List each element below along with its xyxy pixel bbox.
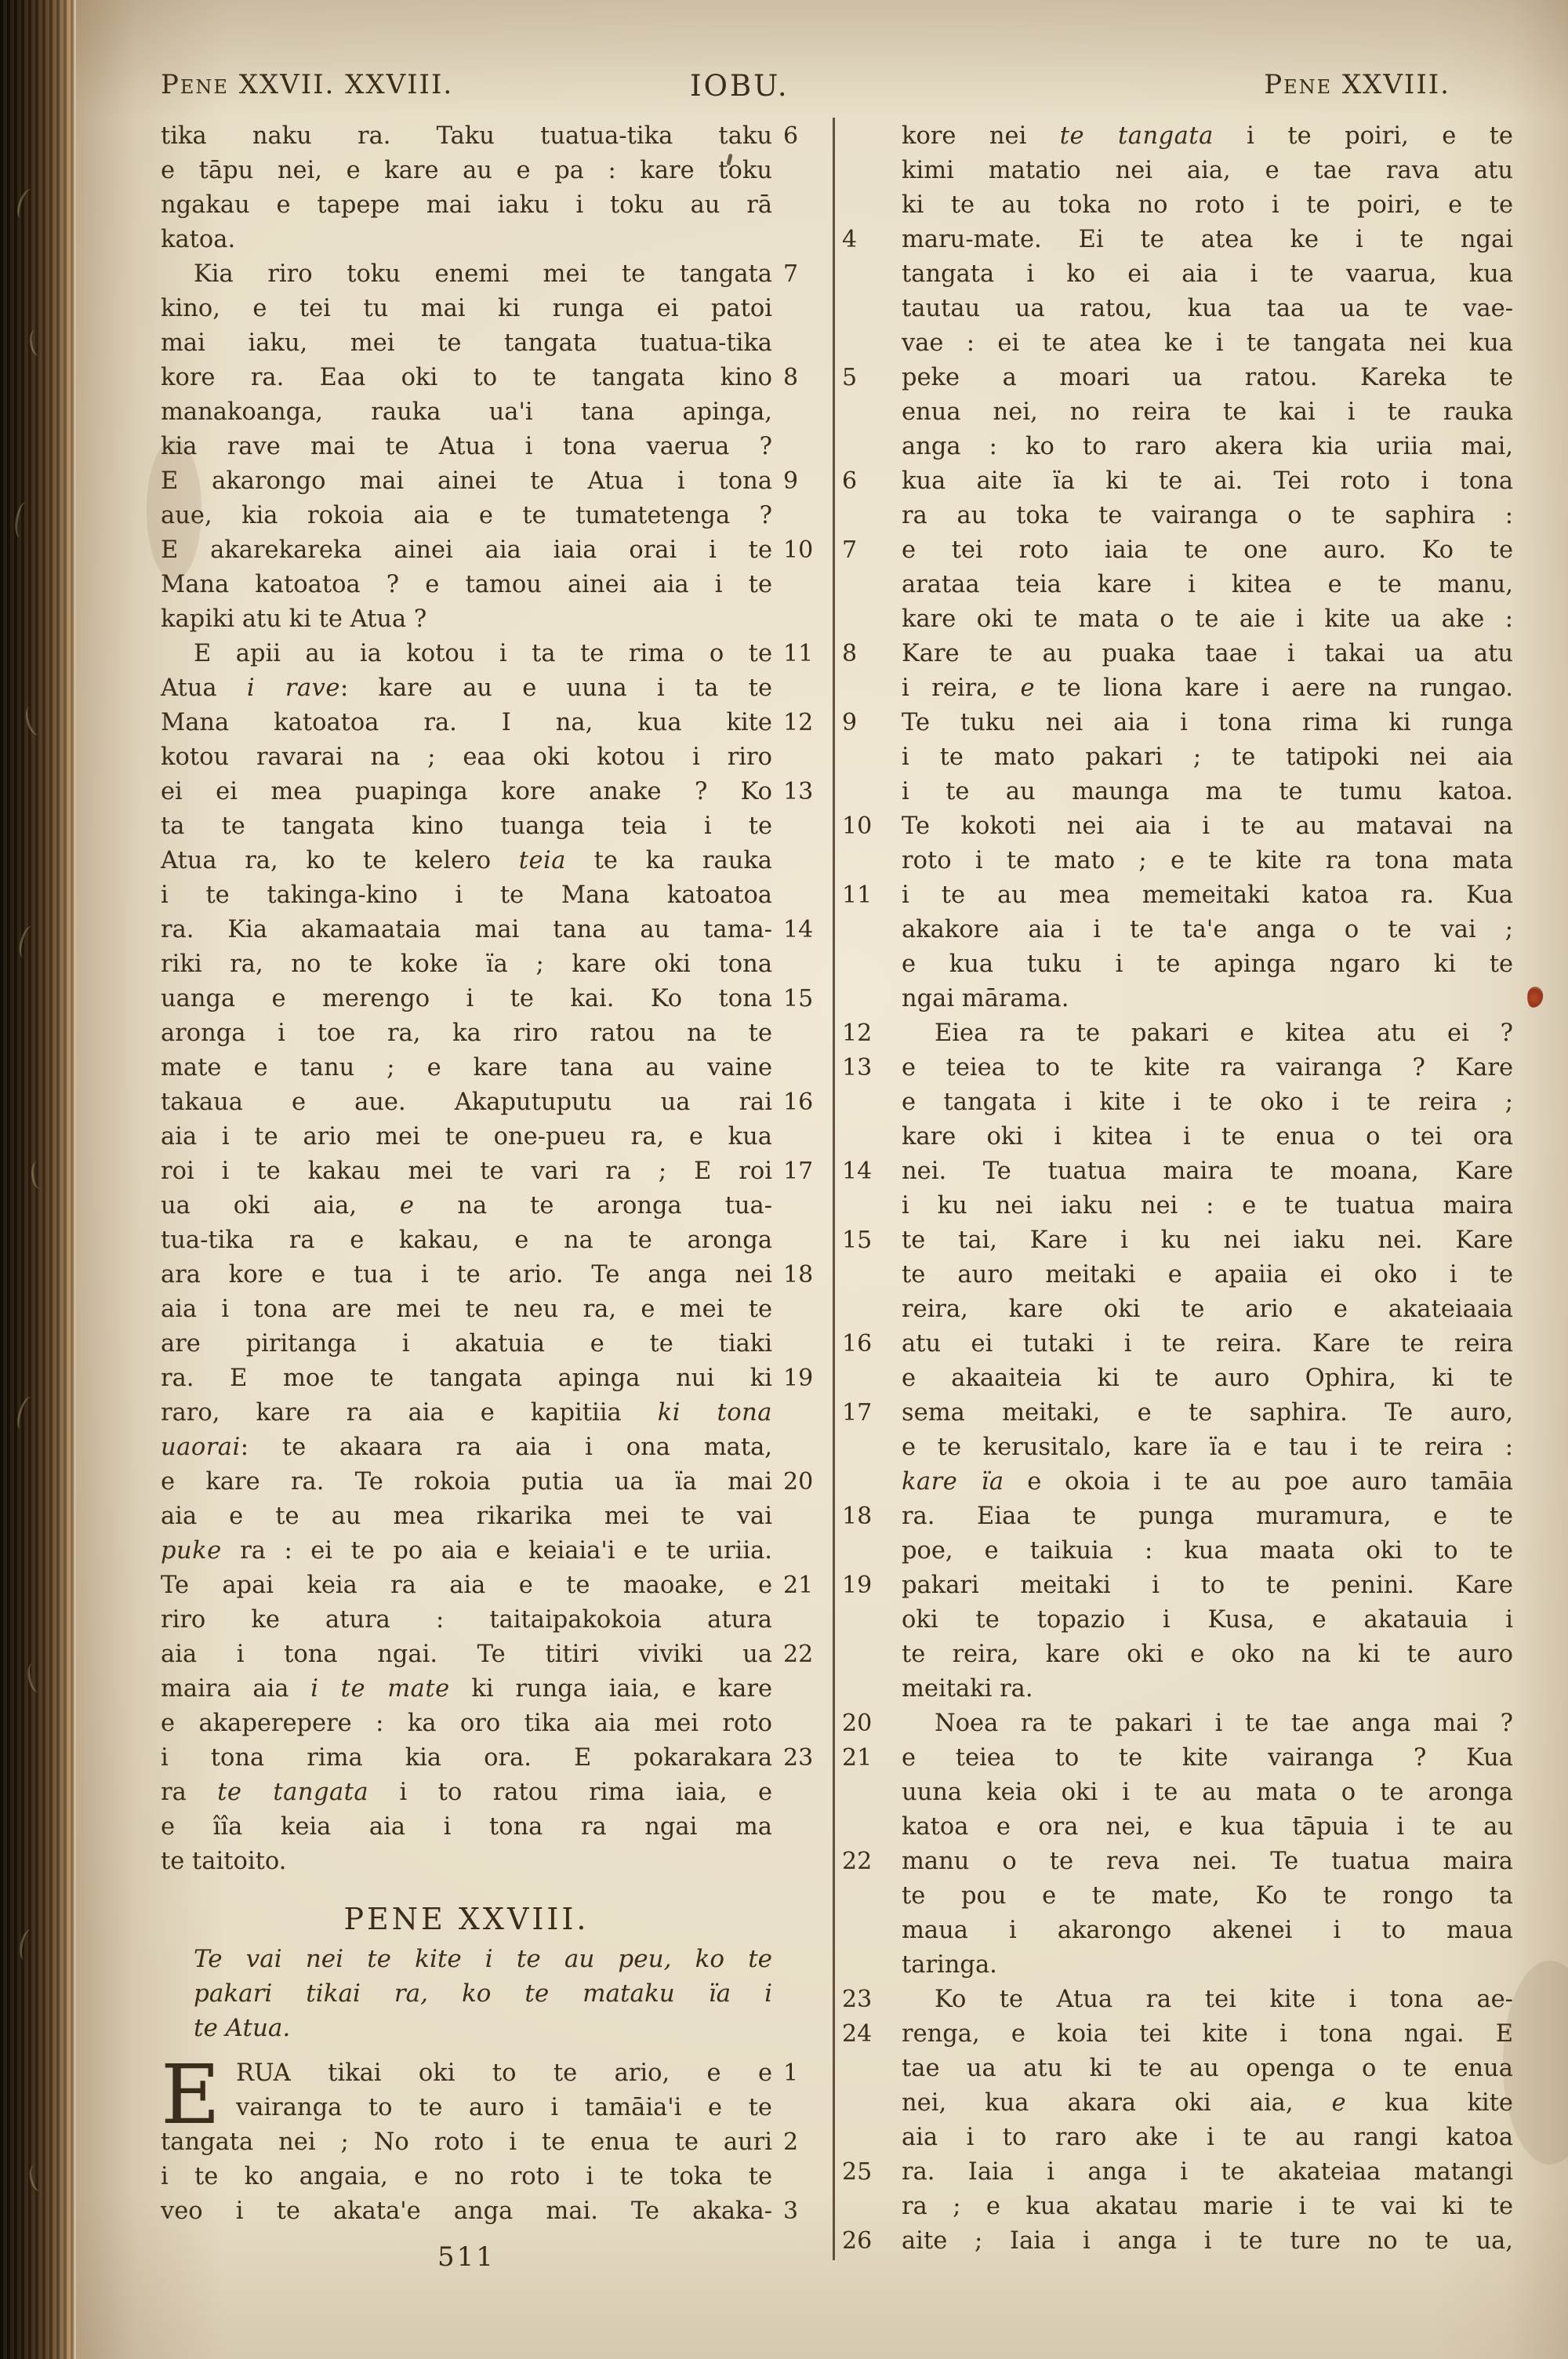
text-line: e tangata i kite i te oko i te reira ; — [902, 1089, 1513, 1116]
text-line: te tai, Kare i ku nei iaku nei. Kare 15 — [902, 1223, 1513, 1258]
verse-number: 4 — [842, 226, 858, 253]
text-line: aia e te au mea rikarika mei te vai — [161, 1503, 772, 1530]
text-line: Kia riro toku enemi mei te tangata 7 — [161, 257, 772, 292]
text-line: kino, e tei tu mai ki runga ei patoi — [161, 295, 772, 322]
text-line: atu ei tutaki i te reira. Kare te reira 16 — [902, 1327, 1513, 1361]
text-line: pakari tikai ra, ko te mataku ïa i — [194, 1979, 772, 2008]
text-line: ra. Kia akamaataia mai tana au tama- 14 — [161, 913, 772, 947]
verse-number: 19 — [783, 1365, 814, 1392]
text-line: kore ra. Eaa oki to te tangata kino 8 — [161, 361, 772, 395]
text-line: aia i te ario mei te one-pueu ra, e kua — [161, 1123, 772, 1150]
text-line: te taitoito. — [161, 1848, 287, 1875]
fore-edge-mark — [14, 1394, 38, 1432]
text-line: akakore aia i te ta'e anga o te vai ; — [902, 916, 1513, 943]
text-line: kapiki atu ki te Atua ? — [161, 605, 427, 633]
text-line: puke ra : ei te po aia e keiaia'i e te uriia. — [161, 1537, 772, 1565]
text-line: Eiea ra te pakari e kitea atu ei ? 12 — [902, 1016, 1513, 1051]
text-line: i te au maunga ma te tumu katoa. — [902, 778, 1513, 805]
text-line: vairanga to te auro i tamāia'i e te — [236, 2094, 772, 2121]
text-line: Kare te au puaka taae i takai ua atu 8 — [902, 637, 1513, 671]
text-line: poe, e taikuia : kua maata oki to te — [902, 1537, 1513, 1565]
text-line: e akaperepere : ka oro tika aia mei roto — [161, 1710, 772, 1737]
text-line: Te vai nei te kite i te au peu, ko te — [194, 1945, 772, 1973]
verse-number: 11 — [783, 640, 814, 667]
left-column-verse-text — [161, 119, 814, 1879]
text-line: tautau ua ratou, kua taa ua te vae- — [902, 295, 1513, 322]
verse-number: 23 — [783, 1744, 814, 1772]
text-line: E akarongo mai ainei te Atua i tona 9 — [161, 464, 772, 499]
text-line: Te tuku nei aia i tona rima ki runga 9 — [902, 706, 1513, 740]
text-line: aue, kia rokoia aia e te tumatetenga ? — [161, 502, 772, 529]
verse-number: 20 — [842, 1710, 873, 1737]
text-line: ra ; e kua akatau marie i te vai ki te — [902, 2193, 1513, 2220]
text-line: veo i te akata'e anga mai. Te akaka- 3 — [161, 2194, 772, 2229]
verse-number: 18 — [783, 1261, 814, 1289]
running-head-title: IOBU. — [690, 69, 789, 103]
text-line: kimi matatio nei aia, e tae rava atu — [902, 157, 1513, 184]
text-line: te auro meitaki e apaiia ei oko i te — [902, 1261, 1513, 1289]
text-line: Te kokoti nei aia i te au matavai na 10 — [902, 809, 1513, 844]
fore-edge-mark — [13, 501, 33, 539]
text-line: Noea ra te pakari i te tae anga mai ? 20 — [902, 1707, 1513, 1741]
fore-edge-mark — [16, 924, 39, 959]
text-line: Mana katoatoa ? e tamou ainei aia i te — [161, 571, 772, 598]
verse-number: 11 — [842, 881, 873, 909]
verse-number: 8 — [783, 364, 799, 391]
text-line: Atua ra, ko te kelero teia te ka rauka — [161, 847, 772, 874]
text-line: mate e tanu ; e kare tana au vaine — [161, 1054, 772, 1081]
verse-number: 7 — [842, 536, 858, 564]
text-line: enua nei, no reira te kai i te rauka — [902, 398, 1513, 426]
text-line: RUA tikai oki to te ario, e e 1 — [161, 2056, 772, 2091]
text-line: uanga e merengo i te kai. Ko tona 15 — [161, 982, 772, 1016]
verse-number: 14 — [783, 916, 814, 943]
text-line: tua-tika ra e kakau, e na te aronga — [161, 1227, 772, 1254]
verse-number: 23 — [842, 1986, 873, 2013]
verse-number: 26 — [842, 2227, 873, 2255]
text-line: kua aite ïa ki te ai. Tei roto i tona 6 — [902, 464, 1513, 499]
running-head — [0, 69, 1568, 113]
text-line: raro, kare ra aia e kapitiia ki tona — [161, 1399, 772, 1427]
text-line: ra au toka te vairanga o te saphira : — [902, 502, 1513, 529]
verse-number: 14 — [842, 1158, 873, 1185]
verse-number: 2 — [783, 2128, 799, 2156]
verse-number: 22 — [783, 1641, 814, 1668]
text-line: riro ke atura : taitaipakokoia atura — [161, 1606, 772, 1634]
text-line: e tei roto iaia te one auro. Ko te 7 — [902, 533, 1513, 568]
text-line: ei ei mea puapinga kore anake ? Ko 13 — [161, 775, 772, 809]
verse-number: 21 — [842, 1744, 873, 1772]
text-line: arataa teia kare i kitea e te manu, — [902, 571, 1513, 598]
text-line: kore nei te tangata i te poiri, e te — [902, 122, 1513, 150]
text-line: roi i te kakau mei te vari ra ; E roi 17 — [161, 1154, 772, 1189]
text-line: are piritanga i akatuia e te tiaki — [161, 1330, 772, 1358]
text-line: i tona rima kia ora. E pokarakara 23 — [161, 1741, 772, 1776]
page-number: 511 — [437, 2241, 495, 2273]
chapter-opening-paragraph — [161, 2047, 799, 2229]
fore-edge-mark — [25, 1661, 47, 1693]
text-line: aite ; Iaia i anga i te ture no te ua, 26 — [902, 2224, 1513, 2259]
text-line: maua i akarongo akenei i to maua — [902, 1917, 1513, 1944]
fore-edge-mark — [14, 187, 38, 221]
verse-number: 13 — [783, 778, 814, 805]
text-line: i ku nei iaku nei : e te tuatua maira — [902, 1192, 1513, 1219]
text-line: anga : ko to raro akera kia uriia mai, — [902, 433, 1513, 460]
verse-number: 6 — [783, 122, 799, 150]
text-line: manakoanga, rauka ua'i tana apinga, — [161, 398, 772, 426]
text-line: nei. Te tuatua maira te moana, Kare 14 — [902, 1154, 1513, 1189]
text-line: E akarekareka ainei aia iaia orai i te 10 — [161, 533, 772, 568]
text-line: Mana katoatoa ra. I na, kua kite 12 — [161, 706, 772, 740]
verse-number: 1 — [783, 2059, 799, 2087]
text-line: katoa e ora nei, e kua tāpuia i te au — [902, 1813, 1513, 1841]
text-line: taringa. — [902, 1951, 997, 1979]
text-line: kare oki te mata o te aie i kite ua ake : — [902, 605, 1513, 633]
text-line: tae ua atu ki te au openga o te enua — [902, 2055, 1513, 2082]
verse-number: 12 — [783, 709, 814, 736]
text-line: e te kerusitalo, kare ïa e tau i te reira : — [902, 1434, 1513, 1461]
text-line: renga, e koia tei kite i tona ngai. E 24 — [902, 2017, 1513, 2052]
text-line: manu o te reva nei. Te tuatua maira 22 — [902, 1845, 1513, 1879]
text-line: uuna keia oki i te au mata o te aronga — [902, 1779, 1513, 1806]
text-line: i te ko angaia, e no roto i te toka te — [161, 2163, 772, 2190]
text-line: takaua e aue. Akaputuputu ua rai 16 — [161, 1085, 772, 1120]
running-head-left: Pene XXVII. XXVIII. — [161, 69, 454, 100]
verse-number: 21 — [783, 1572, 814, 1599]
text-line: ki te au toka no roto i te poiri, e te — [902, 191, 1513, 219]
text-line: e teiea to te kite vairanga ? Kua 21 — [902, 1741, 1513, 1776]
text-line: kotou ravarai na ; eaa oki kotou i riro — [161, 743, 772, 771]
verse-number: 9 — [783, 467, 799, 495]
text-line: aia i tona are mei te neu ra, e mei te — [161, 1296, 772, 1323]
text-line: Ko te Atua ra tei kite i tona ae- 23 — [902, 1983, 1513, 2017]
verse-number: 5 — [842, 364, 858, 391]
verse-number: 6 — [842, 467, 858, 495]
drop-cap-letter: E — [161, 2047, 220, 2143]
text-line: kare oki i kitea i te enua o tei ora — [902, 1123, 1513, 1150]
text-line: tika naku ra. Taku tuatua-tika taku 6 — [161, 119, 772, 154]
text-line: te reira, kare oki e oko na ki te auro — [902, 1641, 1513, 1668]
text-line: kare ïa e okoia i te au poe auro tamāia — [902, 1468, 1513, 1496]
text-line: e teiea to te kite ra vairanga ? Kare 13 — [902, 1051, 1513, 1085]
book-binding-edge — [0, 0, 76, 2359]
text-line: i te mato pakari ; te tatipoki nei aia — [902, 743, 1513, 771]
text-line: ngai mārama. — [902, 985, 1069, 1012]
text-line: riki ra, no te koke ïa ; kare oki tona — [161, 951, 772, 978]
left-text-column — [161, 119, 814, 2273]
text-line: Atua i rave: kare au e uuna i ta te — [161, 674, 772, 702]
text-line: ra. Iaia i anga i te akateiaa matangi 25 — [902, 2155, 1513, 2190]
fore-edge-mark — [27, 328, 48, 357]
text-line: oki te topazio i Kusa, e akatauia i — [902, 1606, 1513, 1634]
verse-number: 15 — [842, 1227, 873, 1254]
text-line: e îîa keia aia i tona ra ngai ma — [161, 1813, 772, 1841]
text-line: Te apai keia ra aia e te maoake, e 21 — [161, 1568, 772, 1603]
text-line: i te takinga-kino i te Mana katoatoa — [161, 881, 772, 909]
text-line: maira aia i te mate ki runga iaia, e kare — [161, 1675, 772, 1703]
verse-number: 22 — [842, 1848, 873, 1875]
chapter-heading: PENE XXVIII. — [343, 1902, 590, 1936]
verse-number: 9 — [842, 709, 858, 736]
text-line: kia rave mai te Atua i tona vaerua ? — [161, 433, 772, 460]
verse-number: 12 — [842, 1020, 873, 1047]
verse-number: 20 — [783, 1468, 814, 1496]
text-line: katoa. — [161, 226, 236, 253]
text-line: E apii au ia kotou i ta te rima o te 11 — [161, 637, 772, 671]
verse-number: 10 — [783, 536, 814, 564]
text-line: e kua tuku i te apinga ngaro ki te — [902, 951, 1513, 978]
verse-number: 18 — [842, 1503, 873, 1530]
text-line: ra. E moe te tangata apinga nui ki 19 — [161, 1361, 772, 1396]
text-line: pakari meitaki i to te penini. Kare 19 — [902, 1568, 1513, 1603]
verse-number: 16 — [783, 1089, 814, 1116]
text-line: roto i te mato ; e te kite ra tona mata — [902, 847, 1513, 874]
text-line: ra te tangata i to ratou rima iaia, e — [161, 1779, 772, 1806]
text-line: sema meitaki, e te saphira. Te auro, 17 — [902, 1396, 1513, 1430]
fore-edge-mark — [30, 1160, 49, 1190]
verse-number: 19 — [842, 1572, 873, 1599]
text-line: tangata i ko ei aia i te vaarua, kua — [902, 260, 1513, 288]
text-line: aia i tona ngai. Te titiri viviki ua 22 — [161, 1637, 772, 1672]
text-line: aronga i toe ra, ka riro ratou na te — [161, 1020, 772, 1047]
chapter-summary-italic — [161, 1942, 772, 2045]
verse-number: 25 — [842, 2158, 873, 2186]
text-line: tangata nei ; No roto i te enua te auri 2 — [161, 2125, 772, 2160]
running-head-right: Pene XXVIII. — [1264, 69, 1450, 100]
right-column-verse-text — [842, 119, 1513, 2259]
text-line: aia i to raro ake i te au rangi katoa — [902, 2124, 1513, 2151]
text-line: uaorai: te akaara ra aia i ona mata, — [161, 1434, 772, 1461]
column-divider-rule — [833, 118, 835, 2260]
text-line: te pou e te mate, Ko te rongo ta — [902, 1882, 1513, 1910]
verse-number: 16 — [842, 1330, 873, 1358]
text-line: ta te tangata kino tuanga teia i te — [161, 812, 772, 840]
text-line: ra. Eiaa te punga muramura, e te 18 — [902, 1499, 1513, 1534]
text-line: mai iaku, mei te tangata tuatua-tika — [161, 329, 772, 357]
right-text-column — [842, 119, 1513, 2259]
text-line: nei, kua akara oki aia, e kua kite — [902, 2089, 1513, 2117]
text-line: e kare ra. Te rokoia putia ua ïa mai 20 — [161, 1465, 772, 1499]
text-line: reira, kare oki te ario e akateiaaia — [902, 1296, 1513, 1323]
verse-number: 15 — [783, 985, 814, 1012]
verse-number: 13 — [842, 1054, 873, 1081]
text-line: meitaki ra. — [902, 1675, 1033, 1703]
verse-number: 17 — [842, 1399, 873, 1427]
fore-edge-mark — [18, 1928, 38, 1962]
text-line: vae : ei te atea ke i te tangata nei kua — [902, 329, 1513, 357]
text-line: te Atua. — [194, 2014, 291, 2042]
verse-number: 10 — [842, 812, 873, 840]
text-line: i te au mea memeitaki katoa ra. Kua 11 — [902, 878, 1513, 913]
text-line: ara kore e tua i te ario. Te anga nei 18 — [161, 1258, 772, 1292]
fore-edge-mark — [22, 704, 46, 737]
text-line: peke a moari ua ratou. Kareka te 5 — [902, 361, 1513, 395]
text-line: ua oki aia, e na te aronga tua- — [161, 1192, 772, 1219]
verse-number: 24 — [842, 2020, 873, 2048]
verse-number: 17 — [783, 1158, 814, 1185]
fore-edge-mark — [27, 2163, 49, 2193]
verse-number: 8 — [842, 640, 858, 667]
text-line: i reira, e te liona kare i aere na rungao. — [902, 674, 1513, 702]
text-line: ngakau e tapepe mai iaku i toku au rā — [161, 191, 772, 219]
verse-number: 7 — [783, 260, 799, 288]
verse-number: 3 — [783, 2197, 799, 2225]
text-line: e akaaiteia ki te auro Ophira, ki te — [902, 1365, 1513, 1392]
text-line: maru-mate. Ei te atea ke i te ngai 4 — [902, 223, 1513, 257]
text-line: e tāpu nei, e kare au e pa : kare toku — [161, 157, 772, 184]
